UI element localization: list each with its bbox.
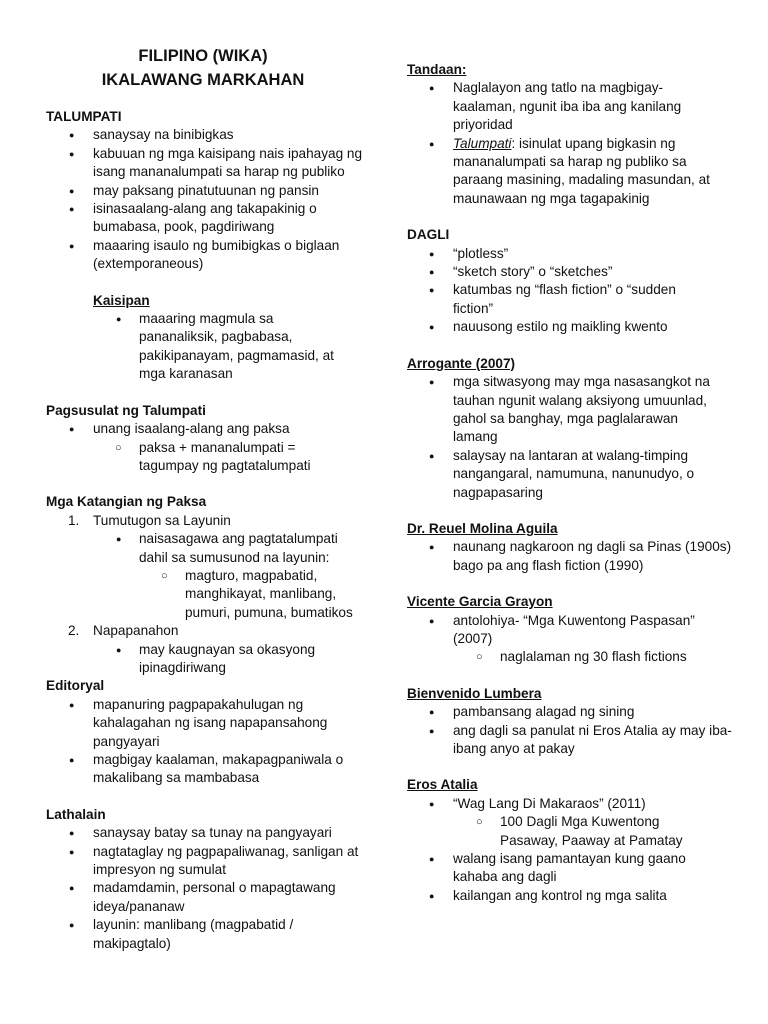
- aguila-list: [407, 538, 737, 575]
- list-item: [407, 135, 737, 209]
- list-subitem: ○ naglalaman ng 30 flash fictions: [407, 648, 737, 666]
- katangian-list: [46, 512, 366, 678]
- list-item: ● ang dagli sa panulat ni Eros Atalia ay may iba-ibang anyo at pakay: [407, 722, 737, 759]
- list-item: ● may kaugnayan sa okasyong ipinagdiriwang: [46, 641, 324, 678]
- item-number: 1.: [68, 512, 80, 528]
- kaisipan-heading: Kaisipan: [93, 292, 150, 308]
- list-item: ● nagtataglay ng pagpapaliwanag, sanligan at impresyon ng sumulat: [46, 843, 366, 880]
- list-item: ● katumbas ng “flash fiction” o “sudden fiction”: [407, 281, 718, 318]
- tandaan-list: [407, 79, 737, 208]
- numbered-item: [46, 622, 366, 640]
- list-item: ● maaaring isaulo ng bumibigkas o biglaan (extemporaneous): [46, 237, 366, 274]
- dagli-heading: DAGLI: [407, 227, 450, 243]
- dagli-list: [407, 245, 737, 337]
- list-item: ● isinasaalang-alang ang takapakinig o bumabasa, pook, pagdiriwang: [46, 200, 366, 237]
- list-item: ● layunin: manlibang (magpabatid / makipagtalo): [46, 916, 366, 953]
- numbered-item: [46, 512, 366, 530]
- grayon-list: [407, 612, 737, 667]
- pagsusulat-list: [46, 420, 366, 475]
- list-item: ● may paksang pinatutuunan ng pansin: [46, 182, 366, 200]
- left-column: [46, 44, 366, 953]
- lumbera-list: [407, 703, 737, 758]
- tandaan-heading: Tandaan:: [407, 62, 467, 77]
- list-item: ● maaaring magmula sa pananaliksik, pagbabasa, pakikipanayam, pagmamasid, at mga karanasan: [46, 310, 346, 384]
- editoryal-list: [46, 696, 366, 788]
- list-item: ● “plotless”: [407, 245, 737, 263]
- item-text: Tumutugon sa Layunin: [93, 512, 231, 528]
- katangian-heading: Mga Katangian ng Paksa: [46, 494, 207, 510]
- list-item: ● sanaysay batay sa tunay na pangyayari: [46, 824, 366, 842]
- item-text: Napapanahon: [93, 623, 179, 639]
- list-subitem: ○ 100 Dagli Mga Kuwentong Pasaway, Paaway at Pamatay: [407, 813, 705, 850]
- item-number: 2.: [68, 623, 80, 639]
- list-item: ● pambansang alagad ng sining: [407, 703, 737, 721]
- list-item: ● naunang nagkaroon ng dagli sa Pinas (1900s) bago pa ang flash fiction (1990): [407, 538, 737, 575]
- list-item: ● antolohiya- “Mga Kuwentong Paspasan” (2007): [407, 612, 723, 649]
- document-title: [46, 44, 360, 92]
- title-line-1: FILIPINO (WIKA): [138, 47, 268, 65]
- list-item: ● unang isaalang-alang ang paksa: [46, 420, 366, 438]
- talumpati-list: [46, 126, 366, 273]
- arrogante-list: [407, 373, 737, 502]
- kaisipan-list: [46, 310, 346, 384]
- list-item: ● mga sitwasyong may mga nasasangkot na tauhan ngunit walang aksiyong umuunlad, gahol sa banghay, mga paglalarawan lamang: [407, 373, 718, 447]
- list-subitem: ○ paksa + mananalumpati = tagumpay ng pagtatalumpati: [46, 439, 339, 476]
- list-item: ● kabuuan ng mga kaisipang nais ipahayag ng isang mananalumpati sa harap ng publiko: [46, 145, 366, 182]
- list-item: ● sanaysay na binibigkas: [46, 126, 366, 144]
- right-column: [407, 61, 737, 905]
- list-item: ● naisasagawa ang pagtatalumpati dahil sa sumusunod na layunin:: [46, 530, 349, 567]
- aguila-heading: Dr. Reuel Molina Aguila: [407, 520, 558, 536]
- list-subitem: ○ magturo, magpabatid, manghikayat, manlibang, pumuri, pumuna, bumatikos: [46, 567, 365, 622]
- lumbera-heading: Bienvenido Lumbera: [407, 685, 542, 701]
- list-item: ● “sketch story” o “sketches”: [407, 263, 737, 281]
- list-item: ● madamdamin, personal o mapagtawang ideya/pananaw: [46, 879, 366, 916]
- talumpati-definition: : isinulat upang bigkasin ng mananalumpati sa harap ng publiko sa paraang masining, madaling masundan, at maunawaan ng mga tagapakinig: [453, 135, 710, 206]
- list-item: ● magbigay kaalaman, makapagpaniwala o makalibang sa mambabasa: [46, 751, 366, 788]
- pagsusulat-heading: Pagsusulat ng Talumpati: [46, 402, 206, 418]
- editoryal-heading: Editoryal: [46, 678, 105, 694]
- talumpati-term: Talumpati: [453, 135, 512, 151]
- lathalain-list: [46, 824, 366, 953]
- list-item: ● kailangan ang kontrol ng mga salita: [407, 887, 737, 905]
- talumpati-heading: TALUMPATI: [46, 109, 122, 124]
- list-item: ● salaysay na lantaran at walang-timping nangangaral, namumuna, nanunudyo, o nagpapasaring: [407, 447, 728, 502]
- atalia-heading: Eros Atalia: [407, 777, 478, 793]
- list-item: ● nauusong estilo ng maikling kwento: [407, 318, 737, 336]
- title-line-2: IKALAWANG MARKAHAN: [101, 71, 305, 89]
- arrogante-heading: Arrogante (2007): [407, 355, 516, 371]
- list-item: ● mapanuring pagpapakahulugan ng kahalagahan ng isang napapansahong pangyayari: [46, 696, 366, 751]
- atalia-list: [407, 795, 737, 905]
- list-item: ● Naglalayon ang tatlo na magbigay-kaalaman, ngunit iba iba ang kanilang priyoridad: [407, 79, 713, 134]
- list-item: ● “Wag Lang Di Makaraos” (2011): [407, 795, 737, 813]
- grayon-heading: Vicente Garcia Grayon: [407, 594, 553, 610]
- list-item: ● walang isang pamantayan kung gaano kahaba ang dagli: [407, 850, 728, 887]
- lathalain-heading: Lathalain: [46, 806, 106, 822]
